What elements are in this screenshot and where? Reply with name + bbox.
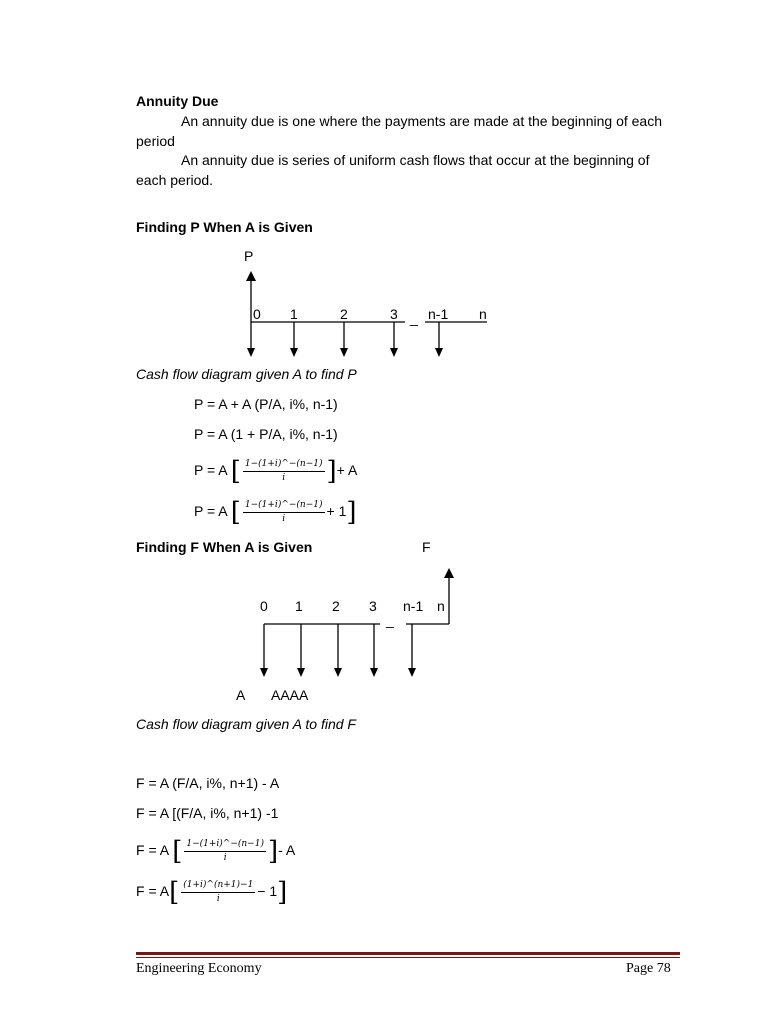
eq-p-3-suffix: + A bbox=[336, 462, 358, 478]
paragraph-2: An annuity due is series of uniform cash flows that occur at the beginning of each period. bbox=[136, 152, 650, 188]
eq-p-4 bbox=[194, 496, 357, 526]
section-title: Annuity Due bbox=[136, 93, 219, 109]
eq-p-1: P = A + A (P/A, i%, n-1) bbox=[194, 396, 338, 412]
p-down-arrow-1 bbox=[290, 348, 298, 357]
p-label-1: 1 bbox=[290, 306, 298, 322]
eq-p-3-rbracket: ] bbox=[326, 456, 337, 487]
p-down-arrow-0 bbox=[247, 348, 255, 357]
eq-f-3-suffix: - A bbox=[278, 842, 296, 858]
diagram-f-top-label: F bbox=[422, 539, 431, 555]
eq-p-3-denominator: i bbox=[282, 472, 286, 483]
f-bottom-label-aaaa: AAAA bbox=[271, 687, 309, 703]
eq-f-3-numerator: 1−(1+i)^−(n−1) bbox=[184, 839, 266, 852]
p-down-arrow-3 bbox=[390, 348, 398, 357]
eq-p-4-fraction bbox=[243, 500, 325, 525]
eq-p-2: P = A (1 + P/A, i%, n-1) bbox=[194, 426, 338, 442]
caption-f: Cash flow diagram given A to find F bbox=[136, 716, 356, 732]
f-label-n-1: n-1 bbox=[403, 598, 424, 614]
f-label-1: 1 bbox=[295, 598, 303, 614]
caption-p: Cash flow diagram given A to find P bbox=[136, 366, 357, 382]
p-label-n-1: n-1 bbox=[428, 306, 449, 322]
eq-p-3 bbox=[194, 455, 357, 485]
diagram-p-top-label: P bbox=[244, 248, 254, 264]
footer-page-number: Page 78 bbox=[626, 961, 671, 976]
f-down-arrow-1 bbox=[297, 668, 305, 677]
f-down-arrow-n-1 bbox=[408, 668, 416, 677]
f-label-gap: _ bbox=[386, 612, 394, 628]
p-down-arrow-2 bbox=[340, 348, 348, 357]
p-label-2: 2 bbox=[340, 306, 348, 322]
cash-flow-diagram-p bbox=[0, 240, 768, 365]
eq-f-3-prefix: F = A bbox=[136, 842, 169, 858]
heading-finding-f: Finding F When A is Given bbox=[136, 539, 313, 555]
eq-f-4-prefix: F = A bbox=[136, 883, 170, 899]
eq-f-4 bbox=[136, 876, 287, 906]
eq-f-4-suffix: − 1 bbox=[257, 883, 278, 899]
eq-f-4-numerator: (1+i)^(n+1)−1 bbox=[181, 880, 255, 893]
eq-p-4-denominator: i bbox=[282, 513, 286, 524]
p-label-3: 3 bbox=[390, 306, 398, 322]
eq-f-1: F = A (F/A, i%, n+1) - A bbox=[136, 775, 280, 791]
f-label-n: n bbox=[437, 598, 445, 614]
p-label-gap: _ bbox=[410, 310, 418, 326]
footer-rule-thin bbox=[136, 957, 680, 958]
f-bottom-label-a: A bbox=[236, 687, 246, 703]
heading-finding-p: Finding P When A is Given bbox=[136, 219, 313, 235]
eq-f-3-lbracket: [ bbox=[172, 836, 183, 867]
p-label-n: n bbox=[479, 306, 487, 322]
eq-p-4-prefix: P = A bbox=[194, 503, 227, 519]
eq-p-4-rbracket: ] bbox=[346, 497, 357, 528]
eq-f-4-lbracket: [ bbox=[169, 877, 180, 908]
f-label-0: 0 bbox=[260, 598, 268, 614]
footer-rule-thick bbox=[136, 952, 680, 955]
f-down-arrow-3 bbox=[370, 668, 378, 677]
f-up-arrowhead bbox=[444, 568, 454, 578]
cash-flow-diagram-f bbox=[0, 535, 768, 710]
p-down-arrow-n-1 bbox=[435, 348, 443, 357]
p-label-0: 0 bbox=[253, 306, 261, 322]
eq-p-3-fraction bbox=[243, 459, 325, 484]
f-down-arrow-2 bbox=[334, 668, 342, 677]
eq-f-3-fraction bbox=[184, 839, 266, 864]
paragraph-1: An annuity due is one where the payments are made at the beginning of each period bbox=[136, 113, 662, 149]
eq-f-3-denominator: i bbox=[223, 852, 227, 863]
eq-f-4-fraction bbox=[181, 880, 255, 905]
f-label-2: 2 bbox=[332, 598, 340, 614]
eq-p-3-numerator: 1−(1+i)^−(n−1) bbox=[243, 459, 325, 472]
eq-f-3 bbox=[136, 835, 295, 865]
eq-p-4-suffix: + 1 bbox=[326, 503, 347, 519]
eq-p-4-numerator: 1−(1+i)^−(n−1) bbox=[243, 500, 325, 513]
f-down-arrow-0 bbox=[260, 668, 268, 677]
eq-p-3-prefix: P = A bbox=[194, 462, 227, 478]
eq-f-4-denominator: i bbox=[216, 893, 220, 904]
f-label-3: 3 bbox=[369, 598, 377, 614]
eq-f-4-rbracket: ] bbox=[277, 877, 288, 908]
eq-p-3-lbracket: [ bbox=[230, 456, 241, 487]
eq-f-3-rbracket: ] bbox=[267, 836, 279, 867]
p-up-arrowhead bbox=[246, 271, 256, 281]
eq-f-2: F = A [(F/A, i%, n+1) -1 bbox=[136, 805, 279, 821]
eq-p-4-lbracket: [ bbox=[230, 497, 241, 528]
footer-left: Engineering Economy bbox=[136, 961, 262, 976]
